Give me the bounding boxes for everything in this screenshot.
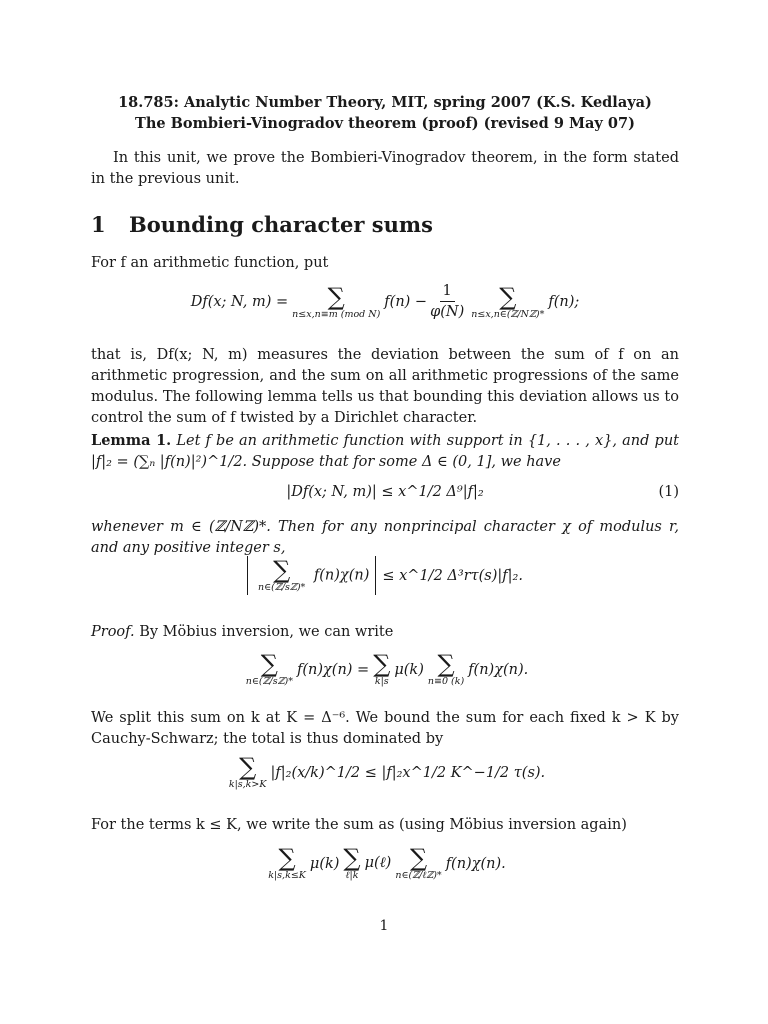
eq4-sub: k|s,k>K: [228, 779, 267, 790]
section-number: 1: [91, 212, 106, 237]
eq5-sub2: ℓ|k: [345, 870, 359, 881]
lemma-statement: [91, 430, 679, 473]
proof-paragraph-2: We split this sum on k at K = Δ⁻⁶. We bound the sum for each fixed k > K by Cauchy-Schwarz; the total is thus dominated by: [91, 710, 679, 747]
equation-mobius-again: [91, 846, 679, 881]
eq5-sub3: n∈(ℤ/ℓℤ)*: [395, 870, 442, 881]
sum-symbol-6: ∑ n≡0 (k): [427, 650, 465, 687]
section-title: Bounding character sums: [129, 212, 433, 237]
eq5-sub1: k|s,k≤K: [268, 870, 306, 881]
eq2-subscript: n∈(ℤ/sℤ)*: [258, 582, 306, 593]
eq2-rhs: ≤ x^1/2 Δ³rτ(s)|f|₂.: [382, 567, 523, 584]
proof-text-1: By Möbius inversion, we can write: [139, 624, 394, 640]
equation-mobius: [91, 652, 679, 687]
sum-symbol-10: ∑ n∈(ℤ/ℓℤ)*: [395, 844, 442, 881]
lemma-text-2: whenever m ∈ (ℤ/Nℤ)*. Then for any nonprincipal character χ of modulus r, and any positive integer s,: [91, 519, 679, 556]
sum-symbol-7: ∑ k|s,k>K: [228, 753, 267, 790]
fraction-numerator: 1: [440, 282, 455, 302]
sum-symbol-8: ∑ k|s,k≤K: [268, 844, 306, 881]
eq1-body: |Df(x; N, m)| ≤ x^1/2 Δ⁹|f|₂: [286, 484, 484, 500]
eq5-term3: f(n)χ(n).: [445, 855, 506, 872]
header-line-2: The Bombieri-Vinogradov theorem (proof) (revised 9 May 07): [135, 115, 635, 132]
eq3-sub3: n≡0 (k): [427, 676, 465, 687]
lemma-label: Lemma 1.: [91, 432, 172, 449]
lemma-text-1: Let f be an arithmetic function with support in {1, . . . , x}, and put |f|₂ = (∑ₙ |f(n)|²)^1/2. Suppose that for some Δ ∈ (0, 1], we have: [91, 433, 680, 470]
put-paragraph: For f an arithmetic function, put: [91, 255, 329, 271]
eq-d-term2: f(n);: [548, 294, 580, 310]
proof-paragraph-3: For the terms k ≤ K, we write the sum as (using Möbius inversion again): [91, 817, 627, 833]
fraction-denominator: φ(N): [430, 304, 465, 320]
page-number: 1: [379, 918, 389, 934]
absolute-value: [247, 556, 376, 595]
eq-d-term1: f(n) −: [384, 294, 428, 310]
equation-character-sum: [91, 556, 679, 595]
eq4-term: |f|₂(x/k)^1/2 ≤ |f|₂x^1/2 K^−1/2 τ(s).: [270, 764, 546, 781]
sum-symbol-2: ∑ n≤x,n∈(ℤ/Nℤ)*: [471, 282, 545, 320]
sum-symbol-9: ∑ ℓ|k: [343, 844, 361, 881]
eq5-term2: μ(ℓ): [364, 855, 392, 871]
eq5-term1: μ(k): [309, 855, 340, 872]
header-line-1: 18.785: Analytic Number Theory, MIT, spring 2007 (K.S. Kedlaya): [118, 94, 652, 111]
sum-symbol-3: ∑ n∈(ℤ/sℤ)*: [258, 556, 306, 593]
equation-cauchy-schwarz: [91, 755, 679, 790]
eq3-term3: f(n)χ(n).: [468, 661, 529, 678]
sum1-subscript: n≤x,n≡m (mod N): [292, 308, 381, 320]
sum2-subscript: n≤x,n∈(ℤ/Nℤ)*: [471, 308, 545, 320]
eq3-sub2: k|s: [374, 676, 389, 687]
sum-symbol-4: ∑ n∈(ℤ/sℤ)*: [245, 650, 293, 687]
intro-paragraph: In this unit, we prove the Bombieri-Vinogradov theorem, in the form stated in the previous unit.: [91, 150, 679, 187]
fraction: [430, 282, 464, 322]
section-heading: [91, 212, 433, 237]
eq2-term: f(n)χ(n): [313, 567, 370, 584]
equation-deviation: [91, 282, 679, 322]
proof-paragraph-1: [91, 622, 679, 643]
eq-d-lhs: Df(x; N, m) =: [190, 294, 289, 310]
sum-symbol-1: ∑ n≤x,n≡m (mod N): [292, 282, 381, 320]
equation-1: [91, 484, 679, 500]
thatis-paragraph: that is, Df(x; N, m) measures the deviation between the sum of f on an arithmetic progression, and the sum on all arithmetic progressions of the same modulus. The following lemma tells us that bounding this deviation allows us to control the sum of f twisted by a Dirichlet character.: [91, 347, 679, 426]
eq1-number: (1): [658, 484, 679, 500]
sum-symbol-5: ∑ k|s: [373, 650, 391, 687]
eq3-term2: μ(k): [394, 661, 424, 678]
eq3-sub1: n∈(ℤ/sℤ)*: [245, 676, 293, 687]
proof-label: Proof.: [91, 624, 135, 640]
eq3-term1: f(n)χ(n) =: [296, 661, 370, 678]
